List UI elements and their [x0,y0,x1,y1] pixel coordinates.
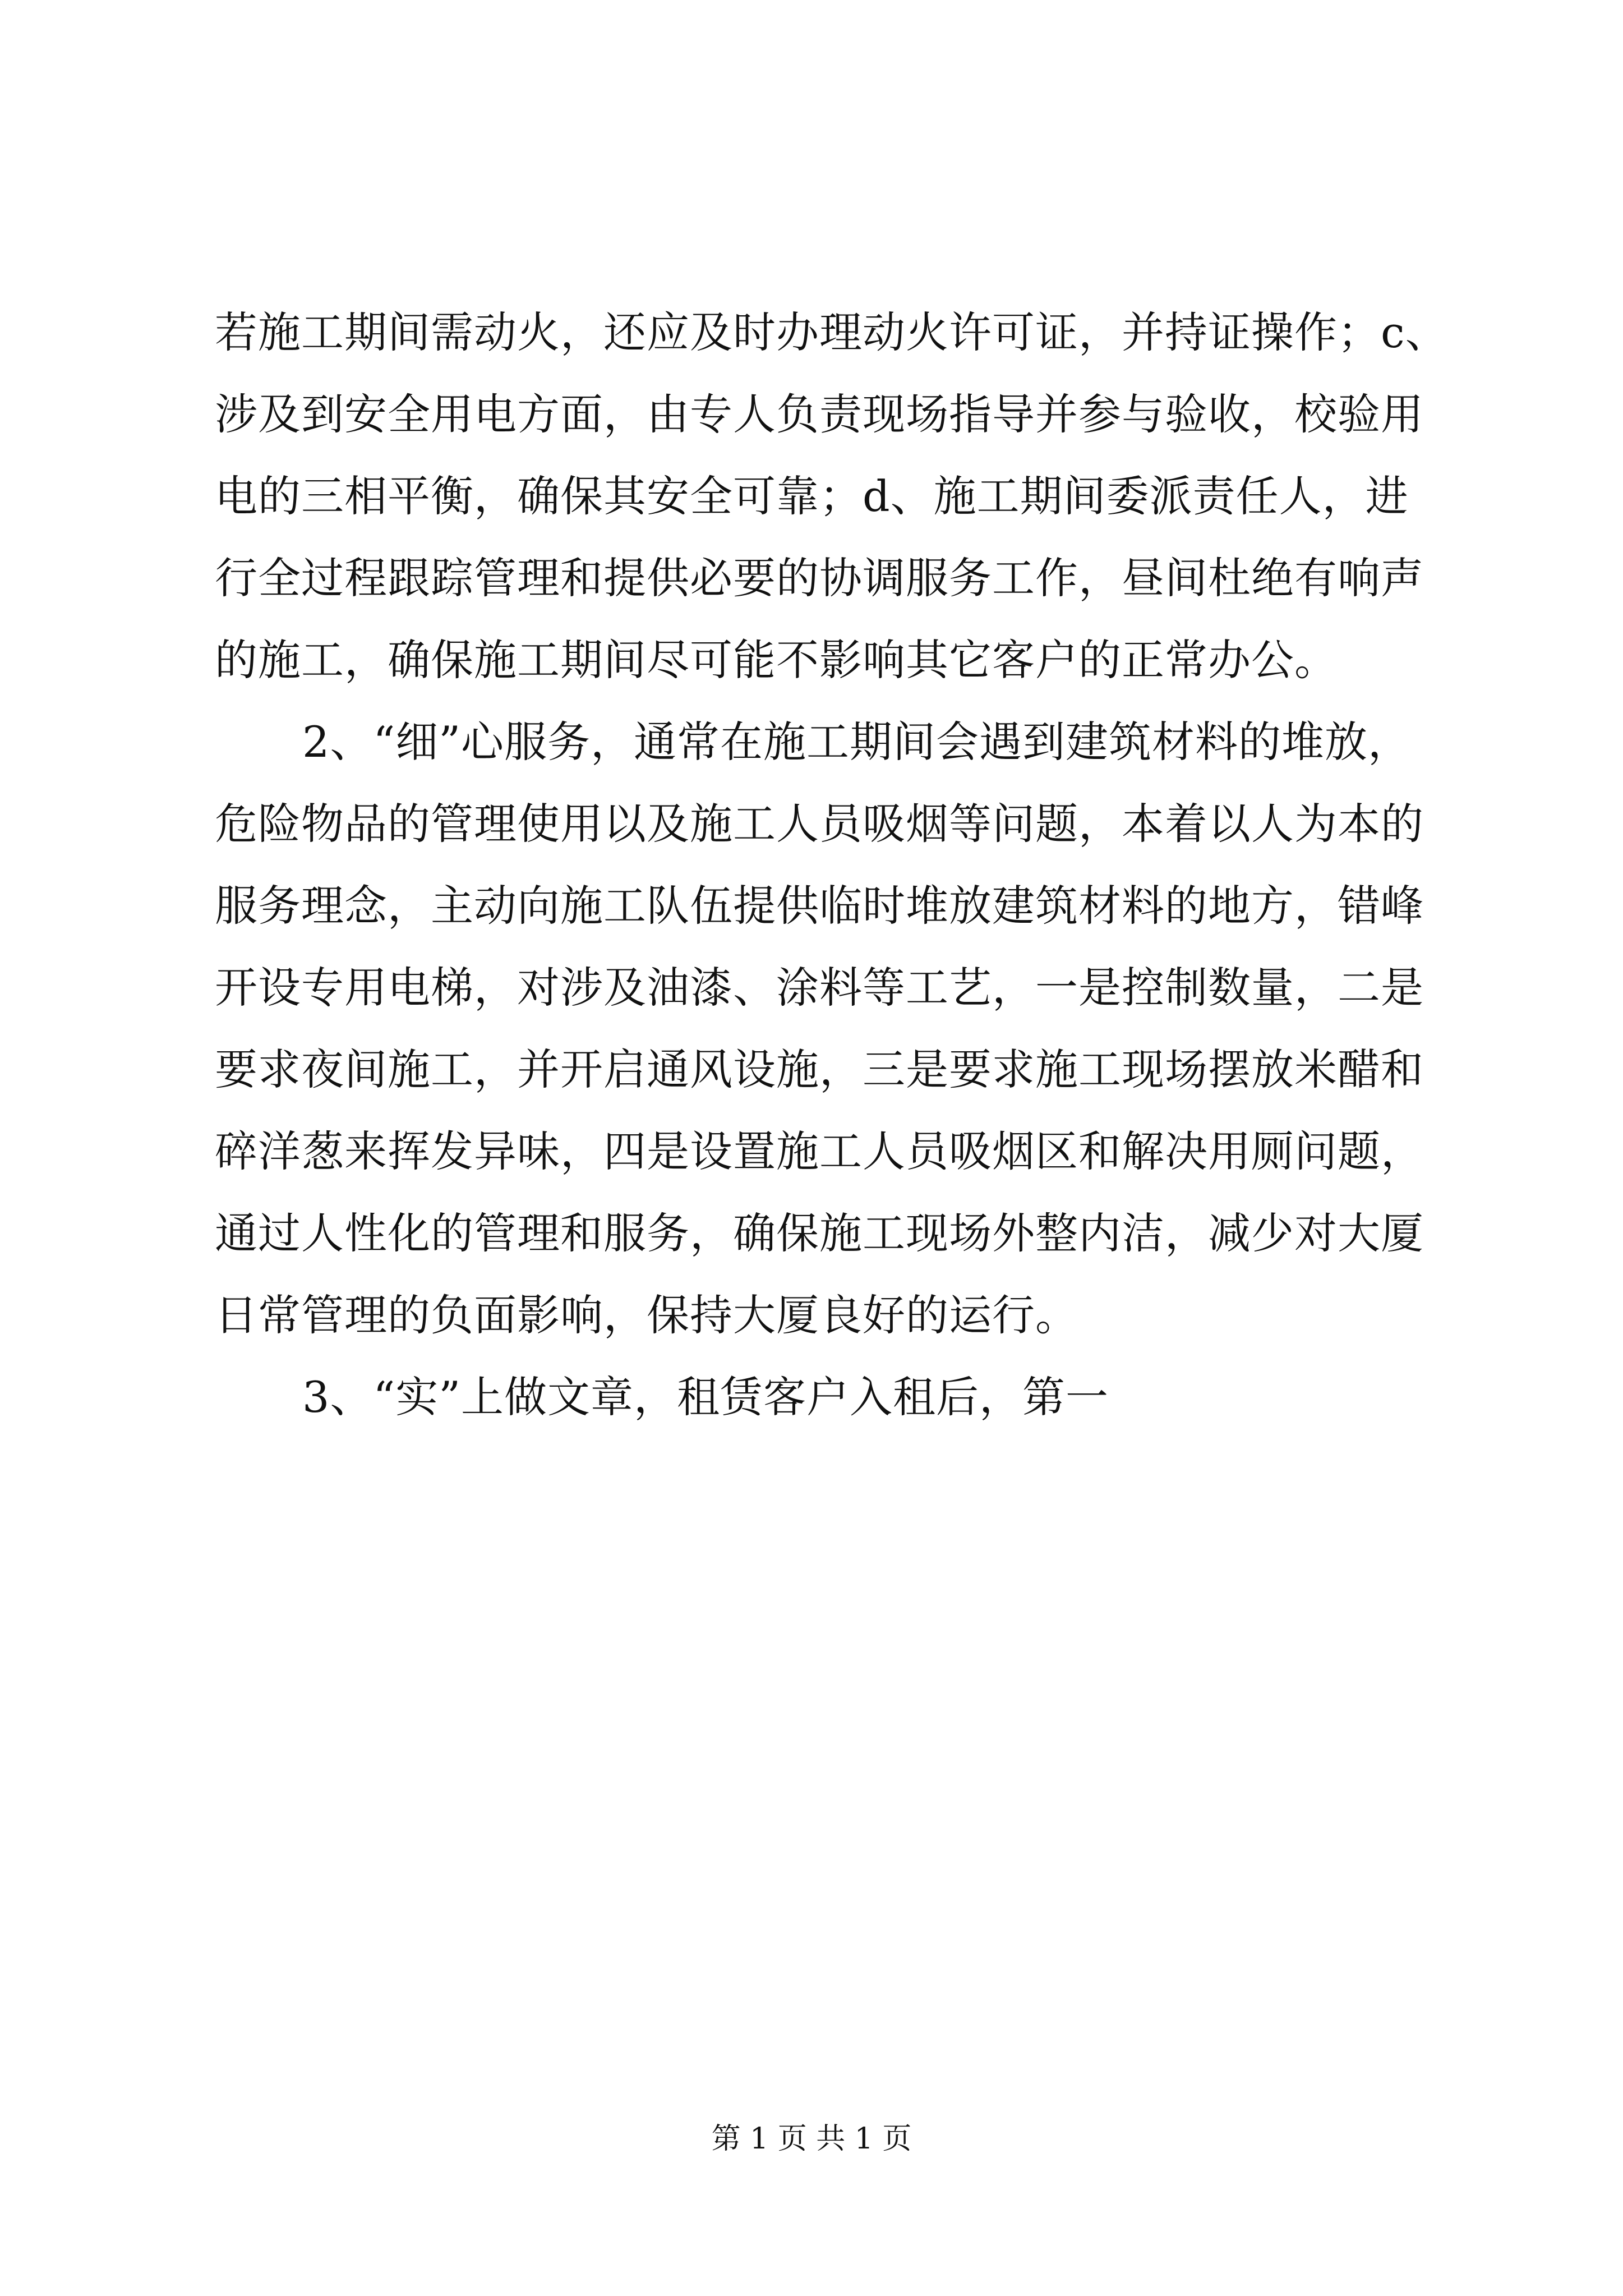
paragraph-2 [215,701,1424,1356]
paragraph-3 [215,1356,1415,1438]
text-line: 电的三相平衡，确保其安全可靠；d、施工期间委派责任人，进 [215,471,1409,521]
text-line: 开设专用电梯，对涉及油漆、涂料等工艺，一是控制数量，二是 [215,963,1424,1013]
text-line: 行全过程跟踪管理和提供必要的协调服务工作，昼间杜绝有响声 [215,553,1424,603]
page-number-label: 第 1 页 共 1 页 [711,2122,912,2156]
text-line: 3、“实”上做文章，租赁客户入租后，第一 [302,1372,1109,1422]
text-line: 碎洋葱来挥发异味，四是设置施工人员吸烟区和解决用厕问题， [215,1126,1424,1176]
text-line: 涉及到安全用电方面，由专人负责现场指导并参与验收，校验用 [215,389,1424,439]
text-line: 若施工期间需动火，还应及时办理动火许可证，并持证操作；c、 [215,307,1449,357]
text-line: 服务理念，主动向施工队伍提供临时堆放建筑材料的地方，错峰 [215,881,1424,931]
text-line: 2、“细”心服务，通常在施工期间会遇到建筑材料的堆放， [302,717,1412,767]
text-line: 日常管理的负面影响，保持大厦良好的运行。 [215,1290,1078,1340]
text-line: 要求夜间施工，并开启通风设施，三是要求施工现场摆放米醋和 [215,1045,1424,1094]
body-text [215,292,1449,1438]
text-line: 通过人性化的管理和服务，确保施工现场外整内洁，减少对大厦 [215,1208,1424,1258]
paragraph-1 [215,292,1449,701]
text-line: 危险物品的管理使用以及施工人员吸烟等问题，本着以人为本的 [215,799,1424,849]
text-line: 的施工，确保施工期间尽可能不影响其它客户的正常办公。 [215,635,1338,685]
page-footer [0,2119,1623,2159]
